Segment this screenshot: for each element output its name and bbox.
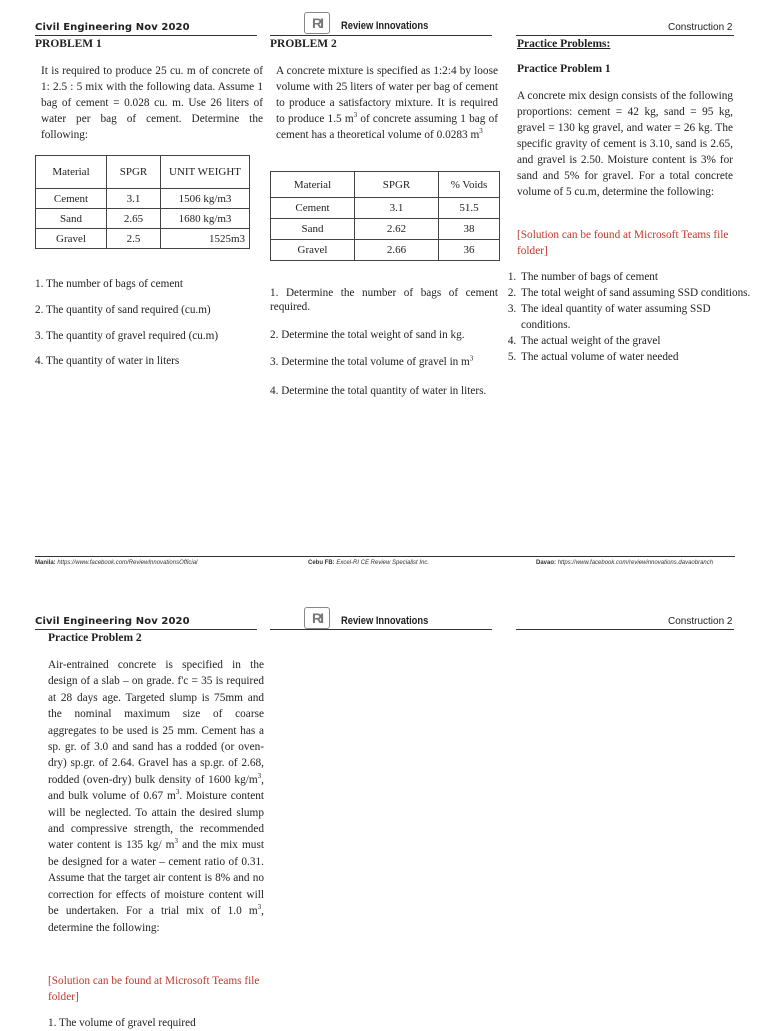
list-item: 2. The total weight of sand assuming SSD conditions. xyxy=(519,285,753,301)
table-cell: 1506 kg/m3 xyxy=(161,189,250,209)
problem-1-question: 4. The quantity of water in liters xyxy=(35,355,180,367)
table-header: SPGR xyxy=(107,156,161,189)
practice-problem-1-list xyxy=(499,269,753,365)
review-innovations-logo-icon: RI xyxy=(304,12,330,34)
problem-1-table xyxy=(35,155,250,249)
table-cell: Sand xyxy=(271,219,355,240)
practice-problems-heading: Practice Problems: xyxy=(517,38,611,50)
problem-2-question: 2. Determine the total weight of sand in kg. xyxy=(270,329,465,341)
solution-note: [Solution can be found at Microsoft Teams file folder] xyxy=(517,229,729,257)
table-cell: Sand xyxy=(36,209,107,229)
table-header: % Voids xyxy=(439,172,500,198)
problem-1-title: PROBLEM 1 xyxy=(35,38,102,50)
solution-note: [Solution can be found at Microsoft Teams file folder] xyxy=(48,975,260,1003)
problem-2-question: 4. Determine the total quantity of water in liters. xyxy=(270,385,487,397)
table-cell: 2.65 xyxy=(107,209,161,229)
header-course-title: Civil Engineering Nov 2020 xyxy=(35,22,190,33)
footer-manila: Manila: https://www.facebook.com/ReviewInnovationsOfficial xyxy=(35,560,198,566)
table-cell: Gravel xyxy=(271,240,355,261)
list-item: 3. The ideal quantity of water assuming SSD conditions. xyxy=(519,301,753,333)
table-cell: 38 xyxy=(439,219,500,240)
table-cell: Gravel xyxy=(36,229,107,249)
table-header: UNIT WEIGHT xyxy=(161,156,250,189)
footer-cebu: Cebu FB: Excel-RI CE Review Specialist Inc. xyxy=(308,560,430,566)
practice-problem-2-item: 1. The volume of gravel required xyxy=(48,1017,196,1029)
table-cell: 2.5 xyxy=(107,229,161,249)
table-cell: Cement xyxy=(36,189,107,209)
footer-davao: Davao: https://www.facebook.com/reviewinnovations.davaobranch xyxy=(536,560,714,566)
problem-2-table xyxy=(270,171,500,261)
problem-2-text: A concrete mixture is specified as 1:2:4 by loose volume with 25 liters of water per bag of cement to produce a satisfactory mixture. It is required to produce 1.5 $m^3$ of concrete assuming 1 bag of cement has a theoretical volume of 0.0283 $m^3$ xyxy=(276,65,498,141)
table-cell: 51.5 xyxy=(439,198,500,219)
table-cell: 3.1 xyxy=(355,198,439,219)
problem-1-question: 3. The quantity of gravel required (cu.m) xyxy=(35,330,219,342)
table-header: SPGR xyxy=(355,172,439,198)
header-brand: Review Innovations xyxy=(341,20,429,32)
problem-1-text: It is required to produce 25 cu. m of concrete of 1: 2.5 : 5 mix with the following data. Assume 1 bag of cement = 0.028 cu. m. Use 26 liters of water per bag of cement. Determine the following: xyxy=(41,65,263,141)
header-subject: Construction 2 xyxy=(668,616,733,627)
problem-1-question: 1. The number of bags of cement xyxy=(35,278,183,290)
problem-2-title: PROBLEM 2 xyxy=(270,38,337,50)
problem-2-question: 1. Determine the number of bags of cement required. xyxy=(270,287,498,313)
table-header: Material xyxy=(36,156,107,189)
table-cell: 3.1 xyxy=(107,189,161,209)
practice-problem-2-title: Practice Problem 2 xyxy=(48,632,142,644)
list-item: 4. The actual weight of the gravel xyxy=(519,333,753,349)
table-cell: 2.66 xyxy=(355,240,439,261)
table-cell: 2.62 xyxy=(355,219,439,240)
problem-1-question: 2. The quantity of sand required (cu.m) xyxy=(35,304,211,316)
table-cell: 1525m3 xyxy=(161,229,250,249)
practice-problem-2-text: Air-entrained concrete is specified in the design of a slab – on grade. f'c = 35 is required at 28 days age. Targeted slump is 75mm and the nominal maximum size of coarse aggregates to be used is 25 mm. Cement has a sp. gr. of 3.0 and sand has a rodded (or oven-dry) sp.gr. of 2.64. Gravel has a sp.gr. of 2.68, rodded (oven-dry) bulk density of 1600 $kg/m^3$, and bulk volume of 0.67 $m^3$. Moisture content will be neglected. To attain the desired slump and compressive strength, the recommended water content is 135 kg/ $m^3$ and the mix must be designed for a water – cement ratio of 0.31. Assume that the target air content is 8% and no correction for effects of moisture content will be undertaken. For a trial mix of 1.0 $m^3$, determine the following: xyxy=(48,659,265,934)
practice-problem-1-text: A concrete mix design consists of the following proportions: cement = 42 kg, sand = 95 kg, gravel = 130 kg gravel, and water = 26 kg. The specific gravity of cement is 3.10, sand is 2.65, and gravel is 2.50. Moisture content is 3% for sand and 5% for gravel. For a total concrete volume of 5 cu.m, determine the following: xyxy=(517,90,733,198)
header-brand: Review Innovations xyxy=(341,615,429,627)
list-item: 5. The actual volume of water needed xyxy=(519,349,753,365)
problem-2-question: 3. Determine the total volume of gravel in $m^3$ xyxy=(270,354,474,368)
list-item: 1. The number of bags of cement xyxy=(519,269,753,285)
table-cell: 1680 kg/m3 xyxy=(161,209,250,229)
table-header: Material xyxy=(271,172,355,198)
table-cell: 36 xyxy=(439,240,500,261)
review-innovations-logo-icon: RI xyxy=(304,607,330,629)
header-subject: Construction 2 xyxy=(668,22,733,33)
practice-problem-1-title: Practice Problem 1 xyxy=(517,63,611,75)
table-cell: Cement xyxy=(271,198,355,219)
header-course-title: Civil Engineering Nov 2020 xyxy=(35,616,190,627)
